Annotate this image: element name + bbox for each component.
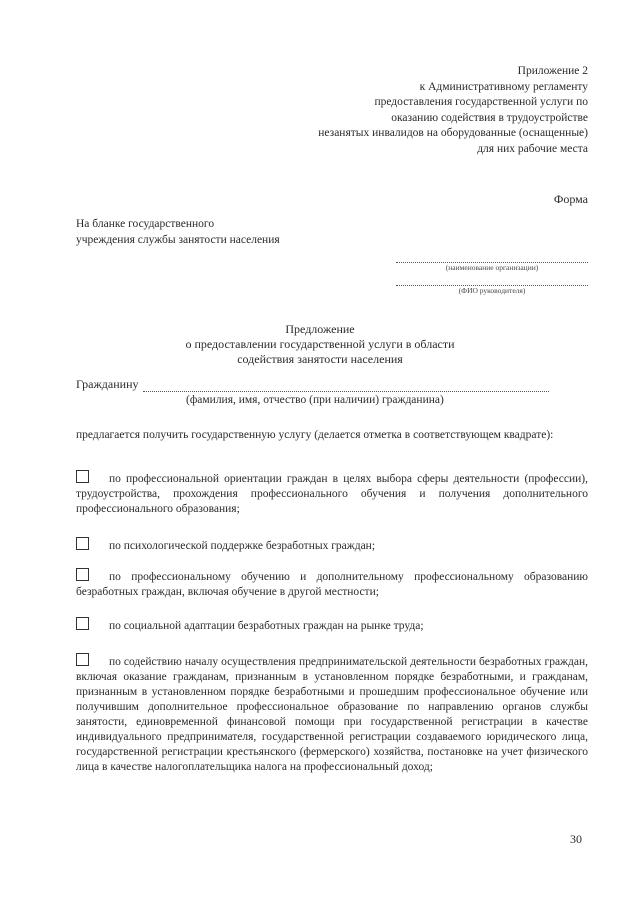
- appendix-line: предоставления государственной услуги по: [374, 96, 588, 108]
- option-checkbox[interactable]: [76, 617, 89, 630]
- intro-text: предлагается получить государственную услугу (делается отметка в соответствующем квадрате):: [76, 429, 554, 441]
- option-text: по профессиональному обучению и дополнительному профессиональному образованию безработных граждан, включая обучение в другой местности;: [76, 571, 588, 598]
- title-line-1: Предложение: [285, 322, 355, 336]
- citizen-caption: (фамилия, имя, отчество (при наличии) гражданина): [186, 394, 444, 406]
- appendix-line: Приложение 2: [517, 65, 588, 77]
- option-social-adaptation: [76, 617, 588, 634]
- citizen-name-line[interactable]: [143, 379, 549, 392]
- page-number: 30: [570, 832, 582, 846]
- option-entrepreneurship: [76, 653, 588, 775]
- document-title: [0, 322, 640, 367]
- option-career-guidance: [76, 470, 588, 517]
- appendix-line: незанятых инвалидов на оборудованные (оснащенные): [318, 127, 588, 139]
- organization-caption: (наименование организации): [445, 263, 539, 272]
- option-checkbox[interactable]: [76, 653, 89, 666]
- letterhead-line-1: На бланке государственного: [76, 218, 215, 230]
- title-line-2: о предоставлении государственной услуги в области: [185, 337, 455, 351]
- option-psychological-support: [76, 537, 588, 554]
- option-checkbox[interactable]: [76, 470, 89, 483]
- letterhead-note: [76, 216, 280, 248]
- citizen-label: Гражданину: [76, 377, 139, 391]
- option-vocational-training: [76, 568, 588, 600]
- appendix-line: к Административному регламенту: [419, 80, 588, 93]
- option-text: по содействию началу осуществления предпринимательской деятельности безработных граждан, включая оказание гражданам, признанным в установленном порядке безработными, и гражданам, признанным в установленном порядке безработными и прошедшим профессиональное обучение или получившим дополнительное профессиональное образование по направлению органов службы занятости, единовременной финансовой помощи при государственной регистрации в качестве индивидуального предпринимателя, государственной регистрации создаваемого юридического лица, государственной регистрации крестьянского (фермерского) хозяйства, постановке на учет физического лица в качестве налогоплательщика налога на профессиональный доход;: [76, 656, 588, 773]
- letterhead-line-2: учреждения службы занятости населения: [76, 234, 280, 246]
- appendix-line: для них рабочие места: [477, 142, 588, 155]
- title-line-3: содействия занятости населения: [237, 352, 403, 366]
- option-checkbox[interactable]: [76, 568, 89, 581]
- citizen-row: [76, 377, 549, 392]
- head-caption: (ФИО руководителя): [458, 286, 526, 295]
- option-text: по психологической поддержке безработных граждан;: [109, 540, 376, 552]
- option-text: по профессиональной ориентации граждан в целях выбора сферы деятельности (профессии), трудоустройства, прохождения профессионального обучения и получения дополнительного профессионального образования;: [76, 473, 588, 515]
- option-checkbox[interactable]: [76, 537, 89, 550]
- appendix-header: [318, 64, 588, 157]
- appendix-line: оказанию содействия в трудоустройстве: [391, 111, 588, 124]
- option-text: по социальной адаптации безработных граждан на рынке труда;: [109, 620, 424, 632]
- form-label: Форма: [553, 192, 588, 206]
